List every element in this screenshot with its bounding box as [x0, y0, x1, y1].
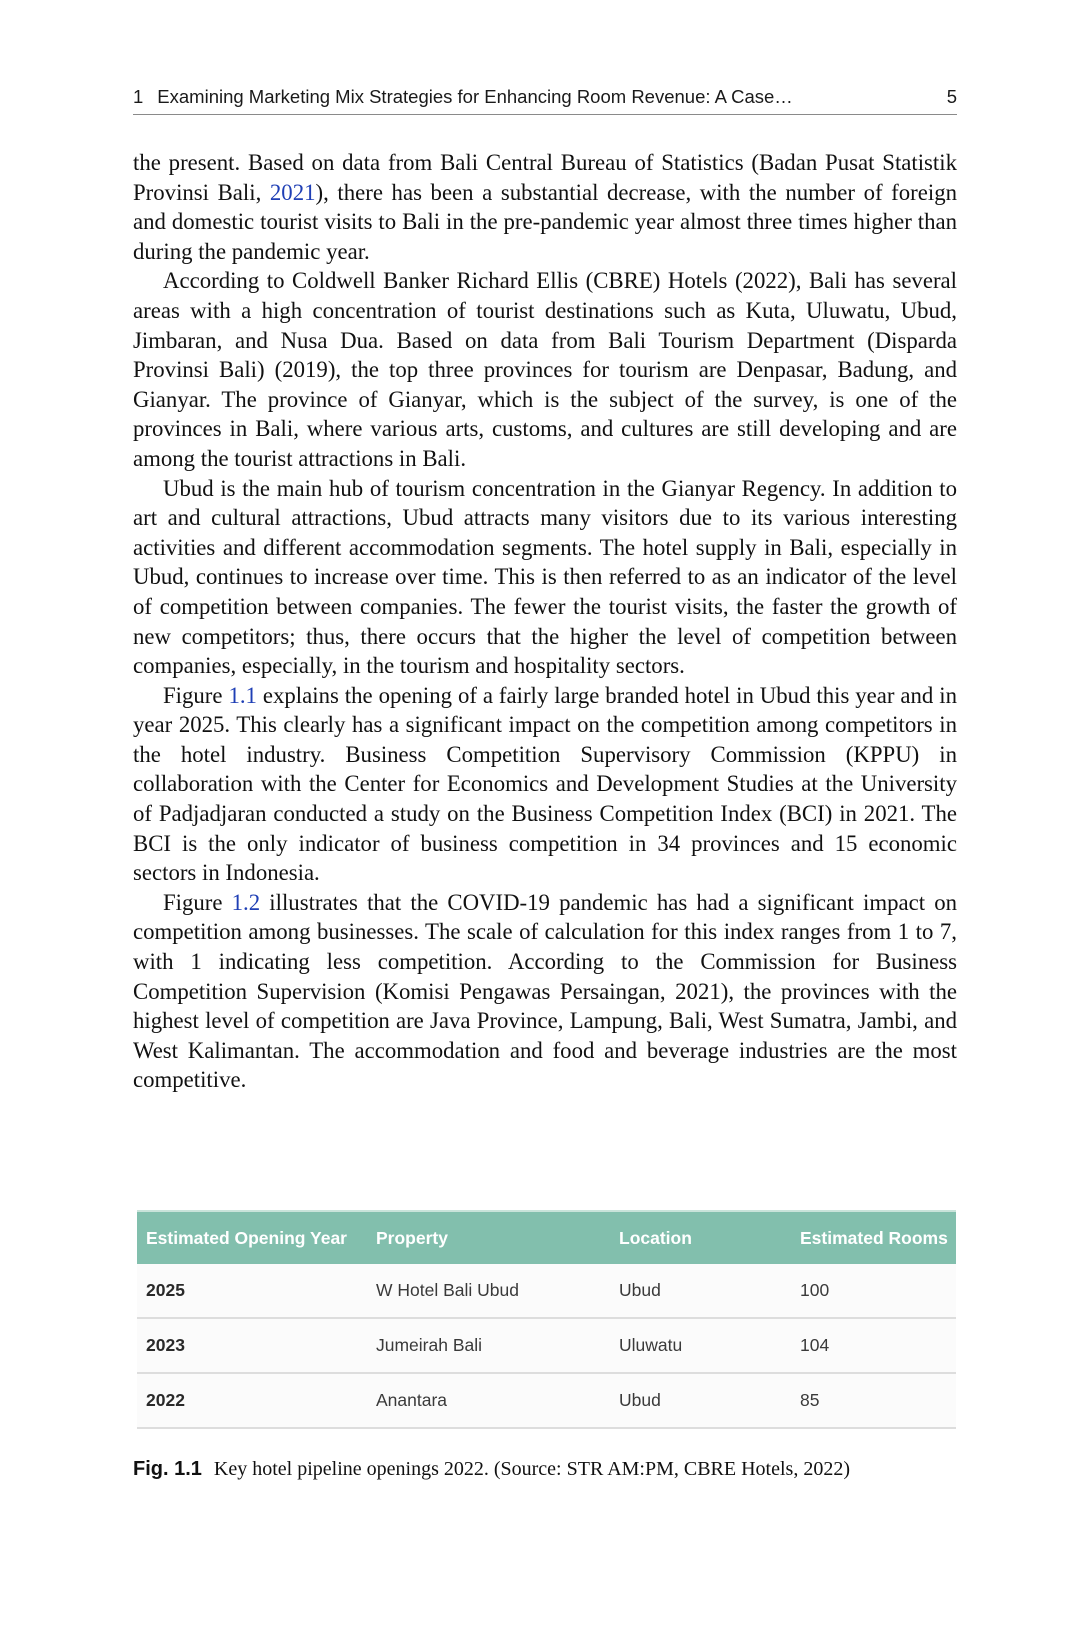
cell-location: Ubud — [610, 1264, 791, 1318]
cell-property: Jumeirah Bali — [367, 1318, 610, 1373]
chapter-number: 1 — [133, 86, 144, 107]
header-location: Location — [610, 1211, 791, 1264]
figure-label: Fig. 1.1 — [133, 1458, 202, 1480]
figure-caption-text: Key hotel pipeline openings 2022. (Source: STR AM:PM, CBRE Hotels, 2022) — [213, 1458, 850, 1480]
figure-link-1-2[interactable]: 1.2 — [231, 889, 261, 915]
cell-opening-year: 2022 — [137, 1373, 367, 1428]
figure-link-1-1[interactable]: 1.1 — [228, 682, 257, 708]
cell-location: Ubud — [610, 1373, 791, 1428]
table-row — [137, 1373, 956, 1428]
paragraph-1 — [133, 148, 957, 266]
figure-caption — [133, 1458, 963, 1481]
cell-property: Anantara — [367, 1373, 610, 1428]
header-opening-year: Estimated Opening Year — [137, 1211, 367, 1264]
cell-opening-year: 2023 — [137, 1318, 367, 1373]
table-header-row — [137, 1211, 956, 1264]
hotel-pipeline-table — [137, 1210, 956, 1429]
chapter-title: Examining Marketing Mix Strategies for Enhancing Room Revenue: A Case… — [157, 86, 793, 107]
cell-estimated-rooms: 85 — [791, 1373, 956, 1428]
cell-property: W Hotel Bali Ubud — [367, 1264, 610, 1318]
paragraph-3: Ubud is the main hub of tourism concentration in the Gianyar Regency. In addition to art and cultural attractions, Ubud attracts many visitors due to its various interesting activities and different accommodation segments. The hotel supply in Bali, especially in Ubud, continues to increase over time. This is then referred to as an indicator of the level of competition between companies. The fewer the tourist visits, the faster the growth of new competitors; thus, there occurs that the higher the level of competition between companies, especially, in the tourism and hospitality sectors. — [133, 475, 957, 679]
header-property: Property — [367, 1211, 610, 1264]
paragraph-4-text-b: explains the opening of a fairly large branded hotel in Ubud this year and in year 2025. This clearly has a significant impact on the competition among competitors in the hotel industry. Business Competition Supervisory Commission (KPPU) in collaboration with the Center for Economics and Development Studies at the University of Padjadjaran conducted a study on the Business Competition Index (BCI) in 2021. The BCI is the only indicator of business competition in 34 provinces and 15 economic sectors in Indonesia. — [133, 682, 957, 886]
paragraph-2: According to Coldwell Banker Richard Ellis (CBRE) Hotels (2022), Bali has several areas with a high concentration of tourist destinations such as Kuta, Uluwatu, Ubud, Jimbaran, and Nusa Dua. Based on data from Bali Tourism Department (Disparda Provinsi Bali) (2019), the top three provinces for tourism are Denpasar, Badung, and Gianyar. The province of Gianyar, which is the subject of the survey, is one of the provinces in Bali, where various arts, customs, and cultures are still developing and are among the tourist attractions in Bali. — [133, 268, 957, 471]
running-head-chapter — [133, 86, 793, 108]
cell-opening-year: 2025 — [137, 1264, 367, 1318]
cell-estimated-rooms: 100 — [791, 1264, 956, 1318]
table-row — [137, 1264, 956, 1318]
running-head — [133, 86, 957, 115]
paragraph-5 — [133, 888, 957, 1095]
cell-location: Uluwatu — [610, 1318, 791, 1373]
body-text — [133, 148, 957, 1095]
citation-link-2021[interactable]: 2021 — [269, 179, 316, 205]
paragraph-1-text-a: the present. Based on data from Bali Central Bureau of Statistics (Badan Pusat Statistik Provinsi Bali, — [133, 150, 957, 205]
header-estimated-rooms: Estimated Rooms — [791, 1211, 956, 1264]
paragraph-1-text-b: ), there has been a substantial decrease, with the number of foreign and domestic tourist visits to Bali in the pre-pandemic year almost three times higher than during the pandemic year. — [133, 179, 957, 264]
page-number: 5 — [946, 86, 957, 107]
cell-estimated-rooms: 104 — [791, 1318, 956, 1373]
paragraph-4 — [133, 681, 957, 888]
paragraph-5-text-b: illustrates that the COVID-19 pandemic has had a significant impact on competition among businesses. The scale of calculation for this index ranges from 1 to 7, with 1 indicating less competition. According to the Commission for Business Competition Supervision (Komisi Pengawas Persaingan, 2021), the provinces with the highest level of competition are Java Province, Lampung, Bali, West Sumatra, Jambi, and West Kalimantan. The accommodation and food and beverage industries are the most competitive. — [133, 889, 957, 1093]
paragraph-5-text-a: Figure — [163, 889, 232, 915]
paragraph-4-text-a: Figure — [163, 682, 229, 708]
table-row — [137, 1318, 956, 1373]
